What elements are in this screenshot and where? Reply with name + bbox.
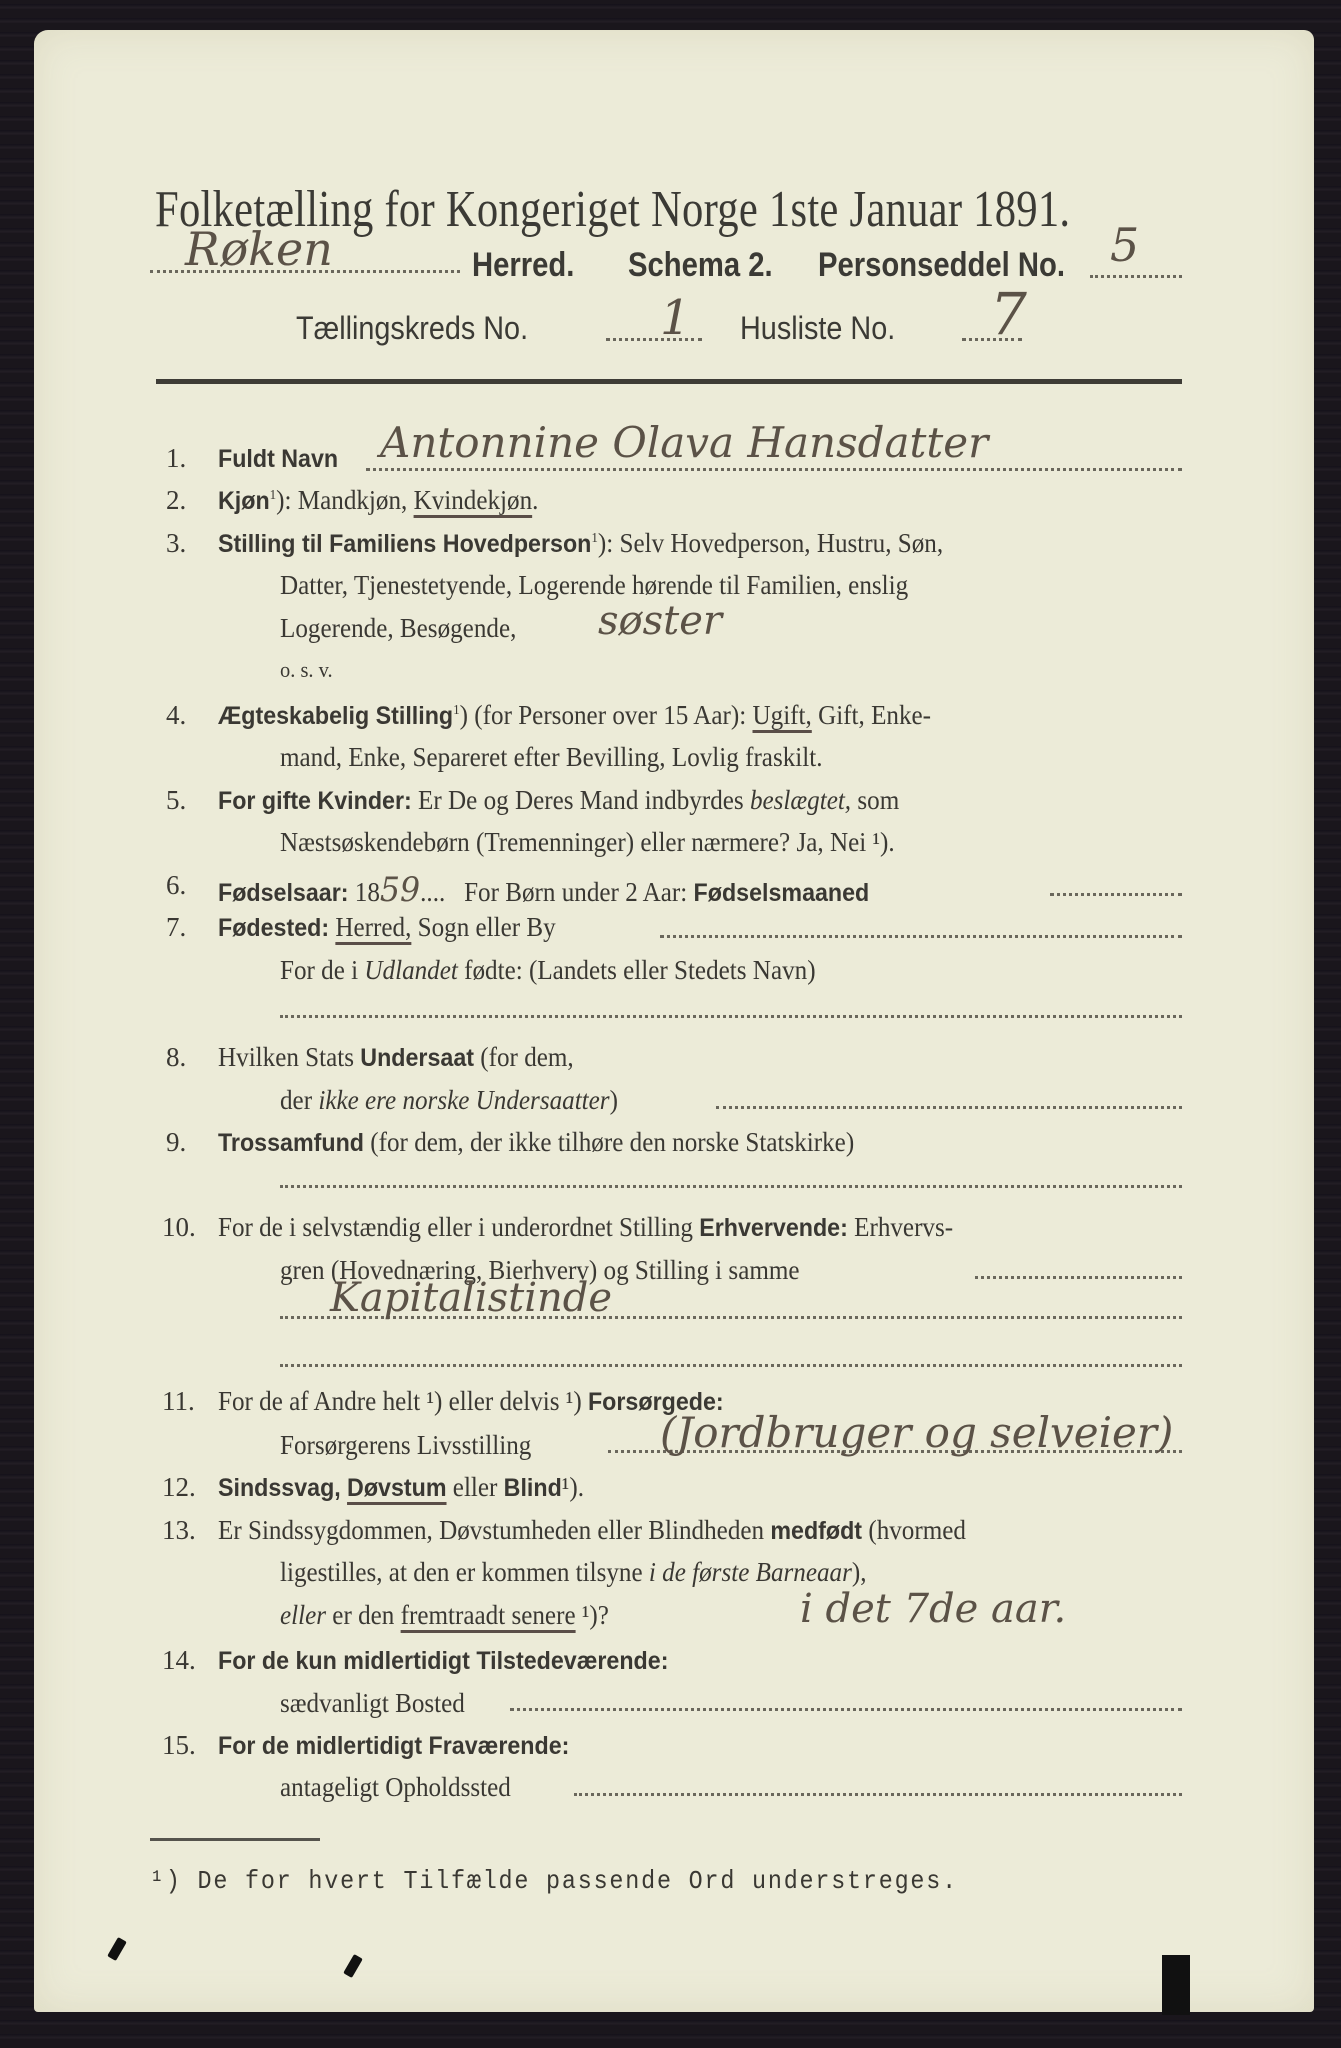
q12-selected-option: Døvstum xyxy=(347,1474,447,1502)
q9-number: 9. xyxy=(166,1127,187,1157)
q10-label-bold: Erhvervende: xyxy=(699,1214,848,1242)
paper-tear-right xyxy=(1162,1955,1190,2015)
q8-dotted-line xyxy=(716,1106,1182,1109)
q5-label: For gifte Kvinder: xyxy=(218,787,412,815)
q12-number: 12. xyxy=(162,1472,196,1502)
q15-number: 15. xyxy=(162,1730,196,1760)
schema-label: Schema 2. xyxy=(628,246,773,284)
q2-selected-option: Kvindekjøn xyxy=(413,485,533,515)
q12-tail: ¹). xyxy=(561,1472,584,1502)
q7-line2-post: fødte: (Landets eller Stedets Navn) xyxy=(457,955,816,985)
q2-options: Mandkjøn, xyxy=(297,485,414,515)
q15-line2: antageligt Opholdssted xyxy=(280,1772,511,1802)
q4-line1-post: Gift, Enke- xyxy=(811,700,932,730)
q7-selected-option: Herred, xyxy=(335,912,412,942)
q10-line1-pre: For de i selvstændig eller i underordnet Stilling xyxy=(218,1212,700,1242)
q6-line-post: For Børn under 2 Aar: xyxy=(464,877,694,907)
q6-number: 6. xyxy=(166,870,187,900)
q13-line2-pre: ligestilles, at den er kommen tilsyne xyxy=(280,1557,649,1587)
q3-label: Stilling til Familiens Hovedperson xyxy=(218,530,592,558)
q7-dotted-line-2 xyxy=(280,1015,1182,1018)
q11-number: 11. xyxy=(162,1386,195,1416)
q6-dotted-line xyxy=(1050,893,1182,896)
q4-line2: mand, Enke, Separeret efter Bevilling, Lovlig fraskilt. xyxy=(280,742,823,772)
q10-line1-post: Erhvervs- xyxy=(847,1212,954,1242)
q13-line2-post: ), xyxy=(851,1557,867,1587)
q6-year-prefix: 18 xyxy=(354,877,380,907)
q11-line2: Forsørgerens Livsstilling xyxy=(280,1430,532,1460)
q4-label: Ægteskabelig Stilling xyxy=(218,702,454,730)
q5-italic-word: beslægtet, xyxy=(749,785,852,815)
q5-number: 5. xyxy=(166,785,187,815)
q10-answer-occupation: Kapitalistinde xyxy=(330,1275,613,1321)
q7-dotted-line-1 xyxy=(660,935,1182,938)
q13-line3-pre: er den xyxy=(326,1600,401,1630)
q5-line1-post: som xyxy=(851,785,900,815)
q15-dotted-line xyxy=(574,1793,1182,1796)
q8-label-pre: Hvilken Stats xyxy=(218,1042,361,1072)
q9-dotted-line xyxy=(280,1185,1182,1188)
q7-italic-word: Udlandet xyxy=(364,955,458,985)
q3-answer-relation: søster xyxy=(598,598,723,644)
footnote-divider xyxy=(150,1838,320,1841)
q5-line1: Er De og Deres Mand indbyrdes xyxy=(418,785,750,815)
q1-number: 1. xyxy=(166,443,187,473)
q8-italic-phrase: ikke ere norske Undersaatter xyxy=(318,1085,610,1115)
q13-label-bold: medfødt xyxy=(770,1517,863,1545)
q6-answer-birth-year: 59 xyxy=(379,870,421,910)
q4-line1-pre: (for Personer over 15 Aar): xyxy=(474,700,753,730)
q6-label: Fødselsaar: xyxy=(218,879,349,907)
q4-selected-option: Ugift, xyxy=(752,700,812,730)
q8-line2-pre: der xyxy=(280,1085,319,1115)
taellingskreds-value: 1 xyxy=(660,290,691,346)
q8-line1-post: (for dem, xyxy=(473,1042,574,1072)
q7-number: 7. xyxy=(166,912,187,942)
q8-line2-post: ) xyxy=(609,1085,618,1115)
q13-line3-post: ¹)? xyxy=(575,1600,609,1630)
footnote-text: ¹) De for hvert Tilfælde passende Ord understreges. xyxy=(150,1866,958,1896)
q15-label: For de midlertidigt Fraværende: xyxy=(218,1732,570,1760)
herred-label: Herred. xyxy=(472,246,575,284)
personseddel-dotted-line xyxy=(1090,275,1182,278)
q14-line2: sædvanligt Bosted xyxy=(280,1688,465,1718)
q9-line1: (for dem, der ikke tilhøre den norske Statskirke) xyxy=(363,1127,855,1157)
q3-footnote-ref: 1 xyxy=(591,531,598,546)
personseddel-value: 5 xyxy=(1110,218,1140,272)
q7-line2-pre: For de i xyxy=(280,955,365,985)
q12-label: Sindssvag, xyxy=(218,1474,341,1502)
q13-number: 13. xyxy=(162,1515,196,1545)
q10-line2: gren (Hovednæring, Bierhverv) og Stilling i samme xyxy=(280,1255,800,1285)
q11-line1-pre: For de af Andre helt ¹) eller delvis ¹) xyxy=(218,1386,588,1416)
husliste-value: 7 xyxy=(990,280,1027,348)
q14-number: 14. xyxy=(162,1645,196,1675)
q12-line-post: eller xyxy=(446,1472,504,1502)
q10-dotted-line-3 xyxy=(280,1364,1182,1367)
q1-dotted-line xyxy=(366,468,1182,471)
q8-number: 8. xyxy=(166,1042,187,1072)
q9-label: Trossamfund xyxy=(218,1129,364,1157)
q1-answer-full-name: Antonnine Olava Hansdatter xyxy=(380,418,989,467)
q13-line1-pre: Er Sindssygdommen, Døvstumheden eller Blindheden xyxy=(218,1515,771,1545)
q6-bold-tail: Fødselsmaaned xyxy=(693,879,870,907)
q3-number: 3. xyxy=(166,528,187,558)
form-title: Folketælling for Kongeriget Norge 1ste Januar 1891. xyxy=(155,181,1071,238)
q4-footnote-ref: 1 xyxy=(453,703,460,718)
q2-tail: . xyxy=(532,485,539,515)
q7-label: Fødested: xyxy=(218,914,330,942)
personseddel-label: Personseddel No. xyxy=(818,246,1065,284)
q13-line3-italic: eller xyxy=(280,1600,327,1630)
q13-line1-post: (hvormed xyxy=(862,1515,966,1545)
q12-bold-tail: Blind xyxy=(503,1474,562,1502)
q2-footnote-ref: 1 xyxy=(269,488,277,503)
q14-dotted-line xyxy=(510,1708,1182,1711)
q8-label-bold: Undersaat xyxy=(360,1044,474,1072)
q3-line4: o. s. v. xyxy=(280,657,333,682)
q13-italic-phrase: i de første Barneaar xyxy=(648,1557,852,1587)
herred-value: Røken xyxy=(185,222,333,276)
q7-line1-post: Sogn eller By xyxy=(411,912,556,942)
q5-line2: Næstsøskendebørn (Tremenninger) eller nærmere? Ja, Nei ¹). xyxy=(280,827,895,857)
q14-label: For de kun midlertidigt Tilstedeværende: xyxy=(218,1647,669,1675)
q11-label-bold: Forsørgede: xyxy=(587,1388,724,1416)
q10-number: 10. xyxy=(162,1212,196,1242)
q3-line3: Logerende, Besøgende, xyxy=(280,613,517,643)
q13-selected-option: fremtraadt senere xyxy=(400,1600,576,1630)
q2-number: 2. xyxy=(166,485,187,515)
q11-answer-provider-occupation: (Jordbruger og selveier) xyxy=(660,1408,1174,1457)
q10-dotted-line-1 xyxy=(975,1276,1182,1279)
q3-line1: Selv Hovedperson, Hustru, Søn, xyxy=(619,528,944,558)
header-divider xyxy=(156,379,1182,384)
q13-answer-onset: i det 7de aar. xyxy=(800,1586,1067,1632)
husliste-label: Husliste No. xyxy=(740,310,896,346)
q3-line2: Datter, Tjenestetyende, Logerende hørende til Familien, enslig xyxy=(280,570,909,600)
q2-label: Kjøn xyxy=(218,487,270,515)
q4-number: 4. xyxy=(166,700,187,730)
q1-label: Fuldt Navn xyxy=(218,445,339,473)
taellingskreds-label: Tællingskreds No. xyxy=(296,310,529,346)
